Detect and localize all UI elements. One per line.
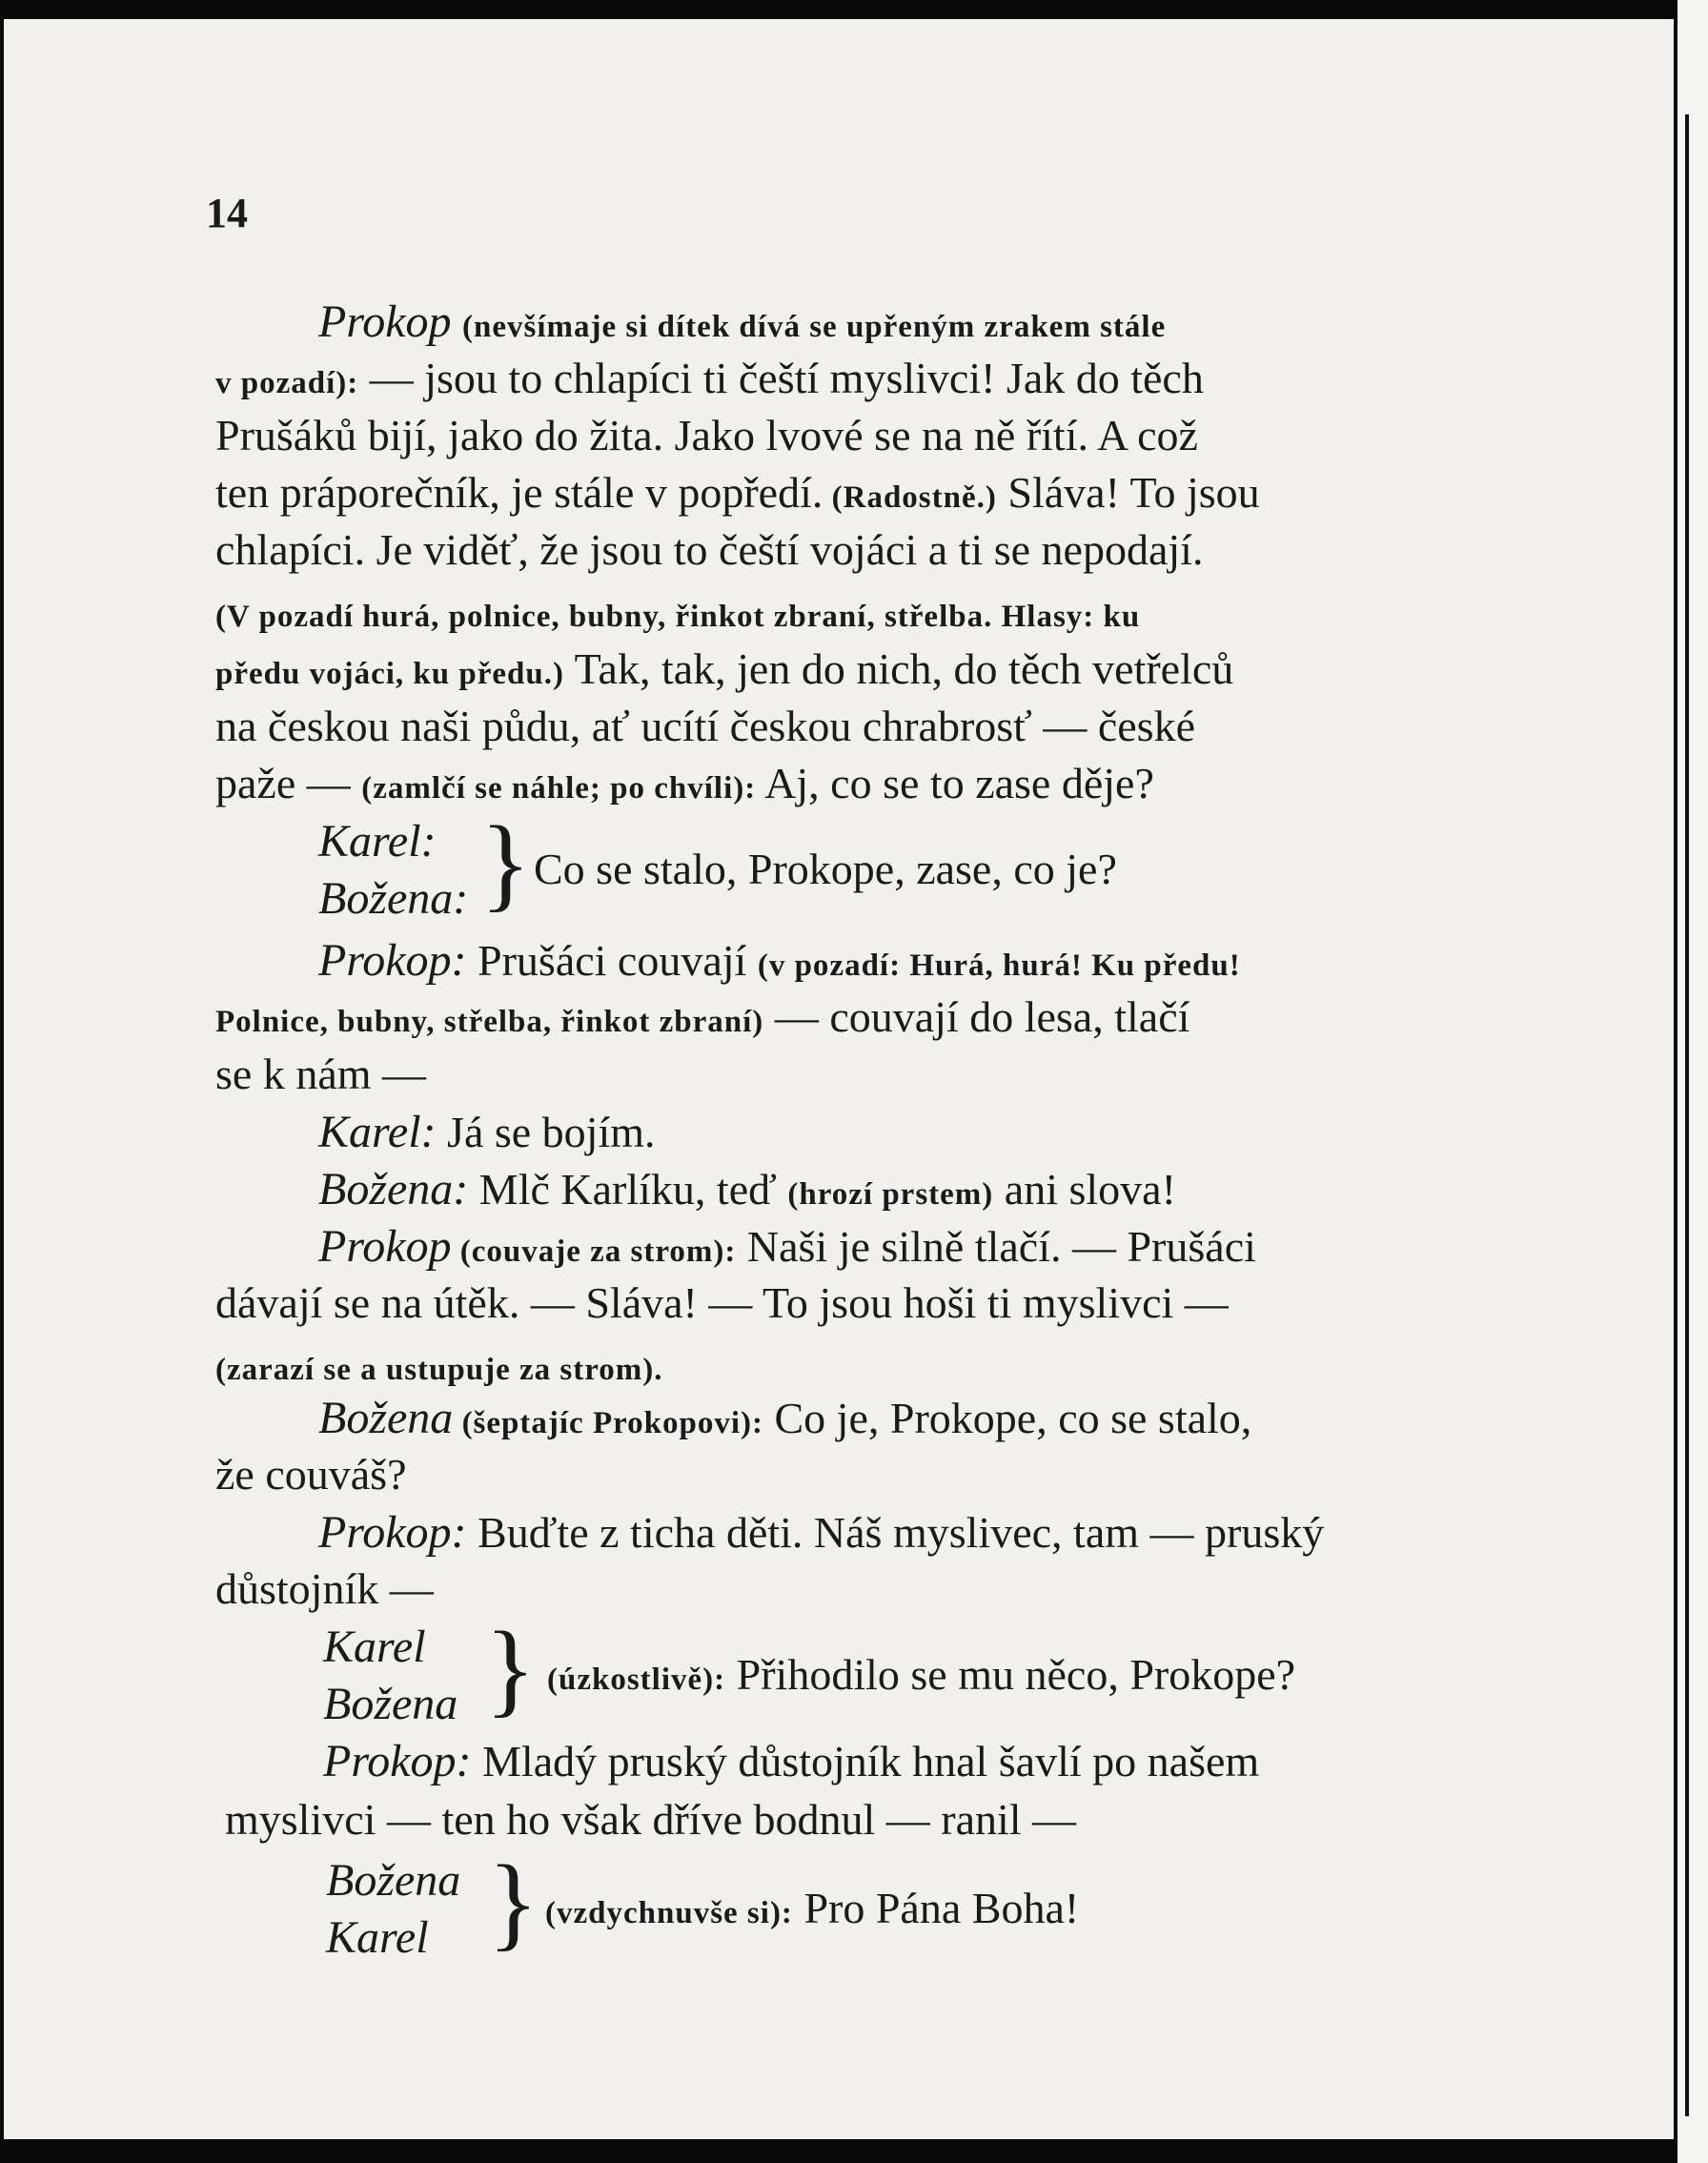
stage-direction: (hrozí prstem): [787, 1177, 994, 1212]
text-line: [215, 1449, 407, 1500]
speaker-name: Božena: [323, 1679, 458, 1729]
stage-direction: (šeptajíc Prokopovi):: [453, 1406, 763, 1440]
dialogue-text: Přihodilo se mu něco, Prokope?: [725, 1650, 1296, 1699]
dialogue-text: Aj, co se to zase děje?: [756, 759, 1154, 807]
speaker-name: Prokop:: [318, 1507, 467, 1558]
text-line: [215, 1277, 1229, 1328]
dialogue-text: dávají se na útěk. — Sláva! — To jsou hoši ti myslivci —: [215, 1278, 1229, 1327]
dialogue-text: Pro Pána Boha!: [792, 1884, 1080, 1932]
speaker-name: Karel:: [318, 1107, 437, 1157]
stage-direction: předu vojáci, ku předu.): [215, 657, 564, 691]
speaker-name: Prokop:: [318, 935, 467, 986]
stage-direction: (nevšímaje si dítek dívá se upřeným zrakem stále: [462, 310, 1167, 344]
speaker-name: Prokop:: [323, 1736, 472, 1786]
dialogue-text: ani slova!: [993, 1165, 1176, 1214]
text-line: [215, 467, 1260, 518]
stage-direction: Polnice, bubny, střelba, řinkot zbraní): [215, 1005, 764, 1039]
text-line: [545, 1883, 1079, 1933]
stage-direction: (úzkostlivě):: [547, 1663, 726, 1697]
text-line: [547, 1649, 1295, 1700]
text-line: [215, 410, 1198, 460]
dialogue-text: — couvají do lesa, tlačí: [763, 992, 1190, 1041]
dialogue-text: Co je, Prokope, co se stalo,: [763, 1394, 1252, 1442]
text-line: [318, 934, 1241, 987]
dialogue-text: Sláva! To jsou: [996, 468, 1260, 517]
dialogue-text: paže —: [215, 759, 362, 807]
brace-symbol: }: [485, 1610, 536, 1726]
speaker-name: Božena: [326, 1855, 461, 1906]
page-number: 14: [206, 190, 248, 236]
dialogue-text: myslivci — ten ho však dříve bodnul — ranil —: [225, 1795, 1077, 1844]
text-line: [215, 701, 1195, 751]
stage-direction: (vzdychnuvše si):: [545, 1896, 793, 1930]
speaker-name: Karel: [326, 1912, 429, 1963]
stage-direction: (Radostně.): [823, 480, 997, 515]
stage-direction: (zarazí se a ustupuje za strom).: [215, 1353, 663, 1387]
dialogue-text: Tak, tak, jen do nich, do těch vetřelců: [563, 644, 1234, 693]
text-line: [215, 524, 1203, 575]
dialogue-text: ten práporečník, je stále v popředí.: [215, 468, 824, 517]
dialogue-text: — jsou to chlapíci ti čeští myslivci! Jak do těch: [358, 354, 1204, 402]
stage-direction: (v pozadí: Hurá, hurá! Ku předu!: [757, 949, 1241, 983]
text-line: [215, 1049, 426, 1099]
text-line: [318, 1106, 656, 1158]
dialogue-text: Naši je silně tlačí. — Prušáci: [736, 1222, 1256, 1271]
page-edge-line: [1685, 114, 1689, 2116]
dialogue-text: Buďte z ticha děti. Náš myslivec, tam — pruský: [466, 1508, 1325, 1557]
text-line: [318, 1220, 1256, 1273]
text-line: [215, 1339, 662, 1390]
stage-direction: (V pozadí hurá, polnice, bubny, řinkot zbraní, střelba. Hlasy: ku: [215, 600, 1141, 634]
speaker-name: Božena:: [318, 1164, 469, 1214]
stage-direction: v pozadí):: [215, 366, 359, 400]
text-line: [215, 1563, 434, 1614]
book-page: [4, 19, 1674, 2139]
dialogue-text: Mladý pruský důstojník hnal šavlí po našem: [471, 1737, 1260, 1785]
brace-symbol: }: [488, 1844, 539, 1960]
dialogue-text: Prušáci couvají: [466, 936, 758, 985]
text-line: [323, 1735, 1259, 1787]
speaker-name: Prokop: [318, 296, 452, 347]
dialogue-text: že couváš?: [215, 1450, 407, 1499]
page-edge: [1678, 0, 1708, 2163]
dialogue-text: Já se bojím.: [436, 1108, 656, 1156]
dialogue-text: Mlč Karlíku, teď: [468, 1165, 788, 1214]
text-line: [215, 991, 1190, 1042]
speaker-name: Karel:: [318, 816, 437, 867]
dialogue-text: Prušáků bijí, jako do žita. Jako lvové se na ně řítí. A což: [215, 411, 1198, 459]
dialogue-text: na českou naši půdu, ať ucítí českou chrabrosť — české: [215, 702, 1195, 750]
speaker-name: Božena:: [318, 873, 469, 924]
text-line: [318, 1506, 1324, 1559]
dialogue-text: Co se stalo, Prokope, zase, co je?: [534, 845, 1117, 893]
speaker-name: Karel: [323, 1622, 426, 1672]
text-line: [225, 1794, 1076, 1845]
text-line: [215, 586, 1140, 637]
text-line: [318, 1163, 1176, 1215]
speaker-name: Božena: [318, 1393, 454, 1443]
speaker-name: Prokop: [318, 1221, 452, 1272]
stage-direction: (zamlčí se náhle; po chvíli):: [361, 771, 757, 806]
text-line: [215, 353, 1204, 403]
brace-symbol: }: [480, 805, 531, 921]
text-line: [318, 1392, 1251, 1444]
text-line: [318, 296, 1166, 348]
dialogue-text: důstojník —: [215, 1564, 434, 1613]
dialogue-text: se k nám —: [215, 1050, 427, 1098]
text-line: [215, 758, 1154, 808]
text-line: [215, 643, 1233, 694]
stage-direction: (couvaje za strom):: [451, 1235, 737, 1269]
dialogue-text: chlapíci. Je viděť, že jsou to čeští vojáci a ti se nepodají.: [215, 525, 1204, 574]
